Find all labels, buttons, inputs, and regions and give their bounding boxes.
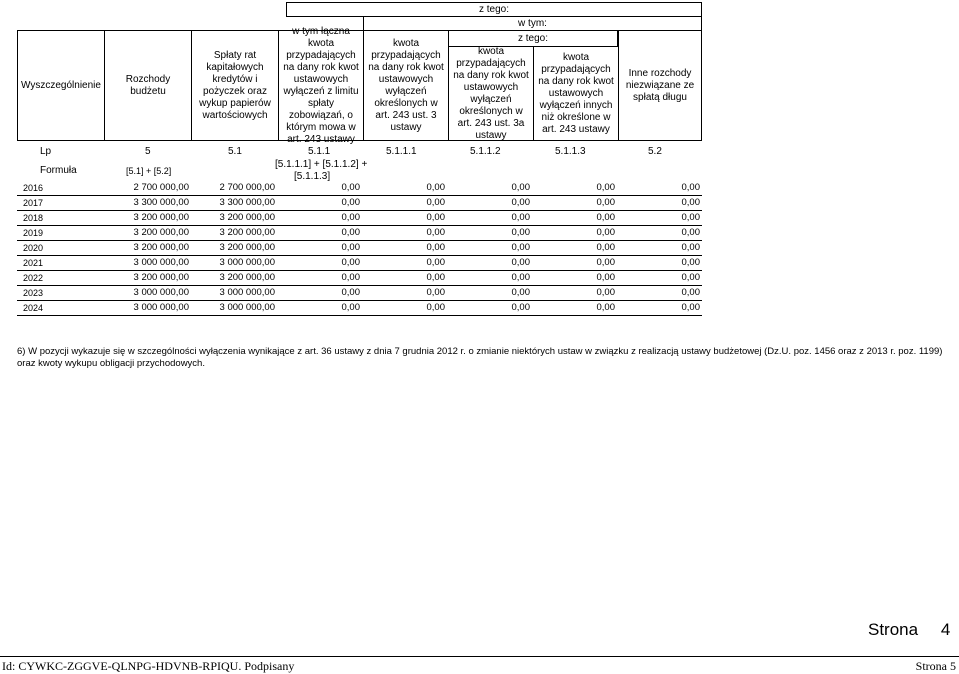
table-cell: 3 200 000,00: [133, 272, 189, 283]
lp-value: 5: [145, 146, 151, 157]
formula-col1: [5.1] + [5.2]: [126, 166, 172, 176]
header-col-ust3a: kwota przypadających na dany rok kwot ustawowych wyłączeń określonych w art. 243 ust. 3a ustawy: [448, 46, 534, 141]
table-cell: 0,00: [341, 197, 360, 208]
table-cell: 0,00: [681, 242, 700, 253]
table-cell: 3 200 000,00: [133, 242, 189, 253]
table-cell: 0,00: [511, 302, 530, 313]
header-col-rozchody: Rozchody budżetu: [104, 30, 192, 141]
header-col-inne-rozchody: Inne rozchody niezwiązane ze spłatą długu: [618, 30, 702, 141]
table-cell: 0,00: [426, 227, 445, 238]
row-divider: [17, 270, 702, 271]
bottom-page-number: Strona 5: [915, 659, 956, 673]
header-col-w-tym-laczna: w tym łączna kwota przypadających na dany rok kwot ustawowych wyłączeń z limitu spłaty zobowiązań, o którym mowa w art. 243 ustawy: [278, 30, 364, 141]
table-cell: 0,00: [426, 272, 445, 283]
table-cell: 3 000 000,00: [133, 287, 189, 298]
header-col-inne-wylaczenia: kwota przypadających na dany rok kwot ustawowych wyłączeń innych niż określone w art. 243 ustawy: [533, 46, 619, 141]
row-divider: [17, 210, 702, 211]
lp-value: 5.1: [228, 146, 242, 157]
table-cell: 0,00: [341, 302, 360, 313]
table-cell: 0,00: [341, 257, 360, 268]
bottom-divider: [0, 656, 959, 657]
table-cell: 0,00: [596, 242, 615, 253]
formula-col3-line2: [5.1.1.3]: [294, 171, 331, 182]
table-cell: 3 300 000,00: [133, 197, 189, 208]
table-cell: 0,00: [596, 272, 615, 283]
footnote: 6) W pozycji wykazuje się w szczególności wyłączenia wynikające z art. 36 ustawy z dnia 7 grudnia 2012 r. o zmianie niektórych ustaw w związku z realizacją ustawy budżetowej (Dz.U. poz. 1456 oraz z 2013 r. poz. 1199) oraz kwoty wykupu obligacji przychodowych.: [17, 346, 943, 369]
row-year: 2024: [23, 303, 44, 313]
table-cell: 0,00: [341, 182, 360, 193]
table-cell: 0,00: [596, 257, 615, 268]
table-cell: 0,00: [681, 287, 700, 298]
row-divider: [17, 300, 702, 301]
table-cell: 0,00: [511, 227, 530, 238]
lp-value: 5.1.1.3: [555, 146, 586, 157]
table-cell: 3 200 000,00: [219, 227, 275, 238]
table-cell: 0,00: [681, 197, 700, 208]
table-cell: 0,00: [426, 197, 445, 208]
header-z-tego-inner: z tego:: [448, 30, 618, 47]
lp-value: 5.1.1: [308, 146, 331, 157]
table-cell: 0,00: [596, 182, 615, 193]
table-cell: 0,00: [426, 242, 445, 253]
table-cell: 3 200 000,00: [219, 242, 275, 253]
table-cell: 0,00: [511, 272, 530, 283]
table-cell: 0,00: [596, 227, 615, 238]
row-divider: [17, 315, 702, 316]
table-cell: 0,00: [681, 302, 700, 313]
table-cell: 0,00: [511, 212, 530, 223]
row-year: 2018: [23, 213, 44, 223]
page-label-text: Strona: [868, 620, 919, 639]
table-cell: 2 700 000,00: [219, 182, 275, 193]
header-col-wyszczegolnienie: Wyszczególnienie: [17, 30, 105, 141]
row-divider: [17, 225, 702, 226]
lp-value: 5.2: [648, 146, 662, 157]
table-cell: 0,00: [341, 272, 360, 283]
table-cell: 0,00: [596, 302, 615, 313]
header-z-tego-top: z tego:: [286, 2, 702, 17]
table-cell: 3 200 000,00: [219, 212, 275, 223]
lp-value: 5.1.1.1: [386, 146, 417, 157]
table-cell: 0,00: [681, 182, 700, 193]
table-cell: 0,00: [681, 212, 700, 223]
table-cell: 3 000 000,00: [219, 287, 275, 298]
page-label-number: 4: [940, 620, 951, 639]
row-divider: [17, 285, 702, 286]
table-cell: 0,00: [511, 257, 530, 268]
table-cell: 3 300 000,00: [219, 197, 275, 208]
table-cell: 0,00: [426, 257, 445, 268]
page-label: [868, 620, 950, 640]
table-cell: 0,00: [681, 272, 700, 283]
table-cell: 0,00: [681, 227, 700, 238]
table-cell: 0,00: [511, 242, 530, 253]
table-cell: 3 000 000,00: [133, 302, 189, 313]
table-cell: 2 700 000,00: [133, 182, 189, 193]
lp-value: 5.1.1.2: [470, 146, 501, 157]
formula-col3-line1: [5.1.1.1] + [5.1.1.2] +: [275, 159, 368, 170]
table-cell: 0,00: [341, 242, 360, 253]
header-col-ust3: kwota przypadających na dany rok kwot ustawowych wyłączeń określonych w art. 243 ust. 3 ustawy: [363, 30, 449, 141]
table-cell: 0,00: [341, 227, 360, 238]
table-cell: 3 000 000,00: [133, 257, 189, 268]
lp-label: Lp: [40, 146, 52, 157]
table-cell: 0,00: [681, 257, 700, 268]
table-cell: 3 200 000,00: [219, 272, 275, 283]
table-cell: 0,00: [596, 287, 615, 298]
table-cell: 0,00: [341, 287, 360, 298]
table-cell: 0,00: [426, 287, 445, 298]
table-cell: 0,00: [426, 182, 445, 193]
row-divider: [17, 240, 702, 241]
row-divider: [17, 255, 702, 256]
table-cell: 0,00: [596, 212, 615, 223]
table-cell: 0,00: [341, 212, 360, 223]
table-cell: 3 200 000,00: [133, 227, 189, 238]
table-cell: 0,00: [511, 287, 530, 298]
row-divider: [17, 195, 702, 196]
table-cell: 3 000 000,00: [219, 257, 275, 268]
formula-label: Formuła: [40, 165, 77, 176]
document-id: Id: CYWKC-ZGGVE-QLNPG-HDVNB-RPIQU. Podpisany: [2, 659, 295, 673]
row-year: 2016: [23, 183, 44, 193]
row-year: 2021: [23, 258, 44, 268]
table-cell: 0,00: [511, 182, 530, 193]
row-year: 2023: [23, 288, 44, 298]
header-w-tym: w tym:: [363, 16, 702, 31]
table-cell: 0,00: [596, 197, 615, 208]
table-cell: 0,00: [426, 302, 445, 313]
row-year: 2017: [23, 198, 44, 208]
row-year: 2019: [23, 228, 44, 238]
table-cell: 3 000 000,00: [219, 302, 275, 313]
formula-col3: [275, 159, 367, 183]
table-cell: 0,00: [511, 197, 530, 208]
header-col-splaty: Spłaty rat kapitałowych kredytów i pożyczek oraz wykup papierów wartościowych: [191, 30, 279, 141]
row-year: 2022: [23, 273, 44, 283]
row-year: 2020: [23, 243, 44, 253]
table-cell: 0,00: [426, 212, 445, 223]
table-cell: 3 200 000,00: [133, 212, 189, 223]
